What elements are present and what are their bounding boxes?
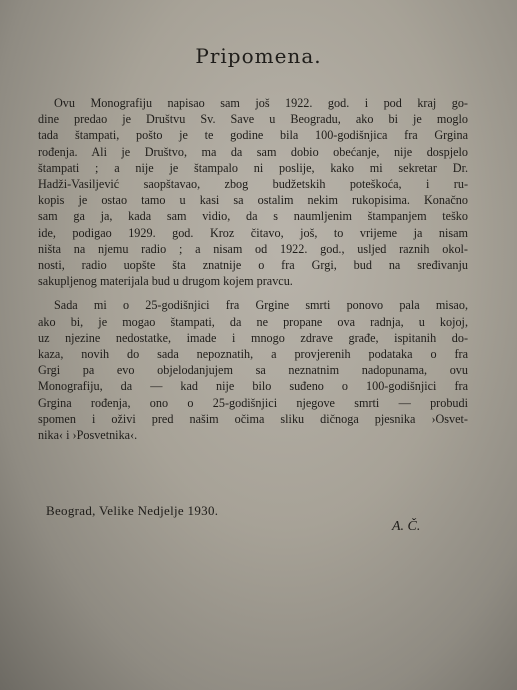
text-line: Grgi pa evo objelodanjujem sa neznatnim nadopunama, ovu <box>38 363 468 378</box>
text-line: tada štampati, pošto je te godine bila 100-godišnjica fra Grgina <box>38 128 468 143</box>
text-line: kopis je ostao tamo u kasi sa ostalim nekim rukopisima. Konačno <box>38 193 468 208</box>
text-line: Sada mi o 25-godišnjici fra Grgine smrti ponovo pala misao, <box>54 298 468 313</box>
page-title: Pripomena. <box>195 44 322 68</box>
text-line: ide, podigao 1929. god. Kroz čitavo, još, to vrijeme ja nisam <box>38 225 468 240</box>
text-line: spomen i oživi pred našim očima sliku dičnoga pjesnika ›Osvet- <box>38 411 468 426</box>
place-date: Beograd, Velike Nedjelje 1930. <box>46 503 219 518</box>
text-line: Monografiju, da — kad nije bilo suđeno o 100-godišnjici fra <box>38 379 468 394</box>
text-line: uz njezine nedostatke, imade i mnogo zdrave građe, ispitanih do- <box>38 330 468 345</box>
text-line: sakupljenog materijala bud u drugom kojem pravcu. <box>38 274 293 289</box>
signature-block <box>46 503 466 534</box>
text-line: štampati ; a nije je štampalo ni poslije, kako mi sekretar Dr. <box>38 160 468 175</box>
body-text <box>38 95 468 443</box>
text-line: dine predao je Društvu Sv. Save u Beogradu, ako bi je moglo <box>38 112 468 127</box>
text-line: Grgina rođenja, ono o 25-godišnjici njegove smrti — probudi <box>38 395 468 410</box>
text-line: sam ga ja, kada sam vidio, da s naumljenim štampanjem teško <box>38 209 468 224</box>
text-line: nika‹ i ›Posvetnika‹. <box>38 428 138 443</box>
text-line: Hadži-Vasiljević saopštavao, zbog budžetskih poteškoća, i ru- <box>38 177 468 192</box>
text-line: nosti, radio uopšte šta znatnije o fra Grgi, bud na sređivanju <box>38 258 468 273</box>
paragraph-2 <box>38 297 468 443</box>
text-line: rođenja. Ali je Društvo, ma da sam dobio obećanje, nije dospjelo <box>38 144 468 159</box>
text-line: ništa na njemu radio ; a nisam od 1922. god., usljed raznih okol- <box>38 241 468 256</box>
text-line: ako bi, je mogao štampati, da ne propane ova radnja, u kojoj, <box>38 314 468 329</box>
text-line: kaza, novih do sada nepoznatih, a provjerenih podataka o fra <box>38 347 468 362</box>
text-line: Ovu Monografiju napisao sam još 1922. god. i pod kraj go- <box>54 96 468 110</box>
paragraph-1 <box>38 95 468 289</box>
author-initials: A. Č. <box>392 519 421 534</box>
